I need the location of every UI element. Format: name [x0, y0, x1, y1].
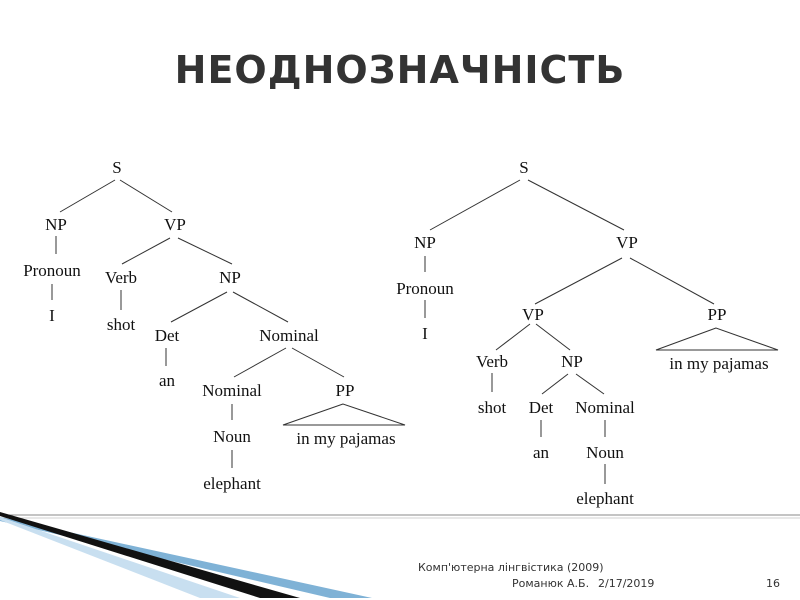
slide-title: НЕОДНОЗНАЧНІСТЬ [174, 48, 626, 92]
tree-leaf-an: an [158, 371, 176, 390]
tree-node-noun: Noun [213, 427, 251, 446]
left-parse-tree [23, 158, 405, 493]
tree-node-verb: Verb [104, 268, 138, 287]
tree-node-s: S [112, 158, 122, 177]
tree-node-pronoun: Pronoun [396, 279, 454, 298]
tree-node-noun: Noun [586, 443, 624, 462]
tree-node-np: NP [561, 352, 583, 371]
tree-node-pp: PP [707, 305, 727, 324]
footer-date: 2/17/2019 [598, 577, 655, 590]
tree-leaf-shot: shot [106, 315, 136, 334]
tree-leaf-i: I [422, 324, 428, 343]
tree-leaf-pp-phrase: in my pajamas [669, 354, 769, 373]
tree-node-vp: VP [616, 233, 638, 252]
tree-node-s: S [519, 158, 529, 177]
tree-node-det: Det [528, 398, 554, 417]
tree-node-nominal: Nominal [202, 381, 262, 400]
footer-decoration [0, 512, 800, 598]
tree-node-np: NP [414, 233, 436, 252]
tree-node-nominal: Nominal [259, 326, 319, 345]
tree-node-det: Det [154, 326, 180, 345]
tree-node-pp: PP [335, 381, 355, 400]
tree-node-nominal: Nominal [575, 398, 635, 417]
tree-leaf-pp-phrase: in my pajamas [296, 429, 396, 448]
footer-author: Романюк А.Б. [512, 577, 590, 590]
tree-leaf-shot: shot [477, 398, 507, 417]
right-parse-tree [396, 158, 778, 508]
footer-page-number: 16 [766, 577, 780, 590]
tree-leaf-elephant: elephant [203, 474, 261, 493]
tree-node-verb: Verb [475, 352, 509, 371]
tree-node-pronoun: Pronoun [23, 261, 81, 280]
tree-node-vp: VP [522, 305, 544, 324]
tree-leaf-an: an [532, 443, 550, 462]
tree-leaf-elephant: elephant [576, 489, 634, 508]
tree-node-vp: VP [164, 215, 186, 234]
tree-node-np: NP [219, 268, 241, 287]
footer-course: Комп'ютерна лінгвістика (2009) [418, 561, 604, 574]
tree-leaf-i: I [49, 306, 55, 325]
tree-node-np: NP [45, 215, 67, 234]
